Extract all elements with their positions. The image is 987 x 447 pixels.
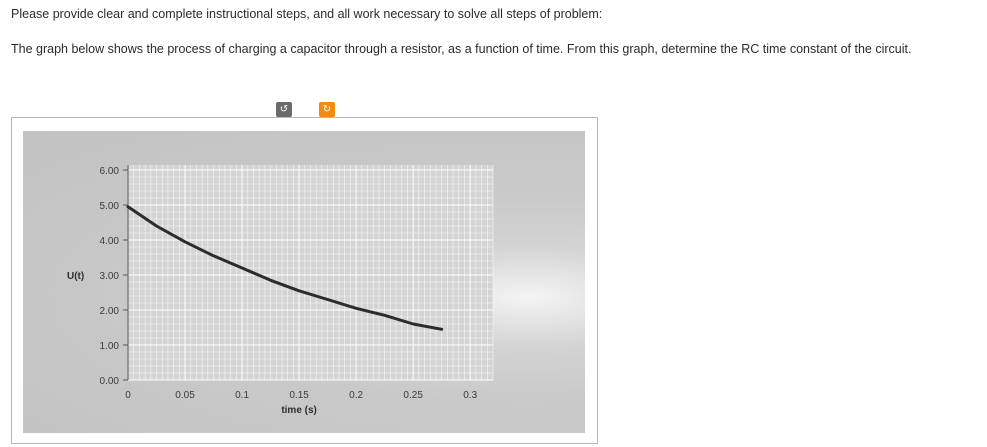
rotate-counterclockwise-icon[interactable]: ↺ [276, 102, 292, 117]
rotate-clockwise-icon[interactable]: ↻ [319, 102, 335, 117]
x-tick-label: 0.3 [463, 390, 478, 401]
x-tick-label: 0 [125, 390, 131, 401]
x-tick-label: 0.2 [349, 390, 364, 401]
y-tick-label: 1.00 [99, 341, 119, 352]
y-tick-label: 2.00 [99, 306, 119, 317]
problem-text: The graph below shows the process of charging a capacitor through a resistor, as a function of time. From this graph, determine the RC time constant of the circuit. [11, 42, 912, 56]
y-tick-label: 6.00 [99, 166, 119, 177]
x-tick-label: 0.15 [289, 390, 309, 401]
x-tick-label: 0.05 [175, 390, 195, 401]
x-axis-label: time (s) [281, 405, 317, 416]
y-tick-label: 5.00 [99, 201, 119, 212]
y-tick-label: 3.00 [99, 271, 119, 282]
y-tick-label: 4.00 [99, 236, 119, 247]
x-tick-label: 0.25 [403, 390, 423, 401]
x-tick-label: 0.1 [235, 390, 250, 401]
y-axis-label: U(t) [67, 271, 85, 282]
y-tick-label: 0.00 [99, 376, 119, 387]
instruction-text: Please provide clear and complete instructional steps, and all work necessary to solve all steps of problem: [11, 7, 603, 21]
